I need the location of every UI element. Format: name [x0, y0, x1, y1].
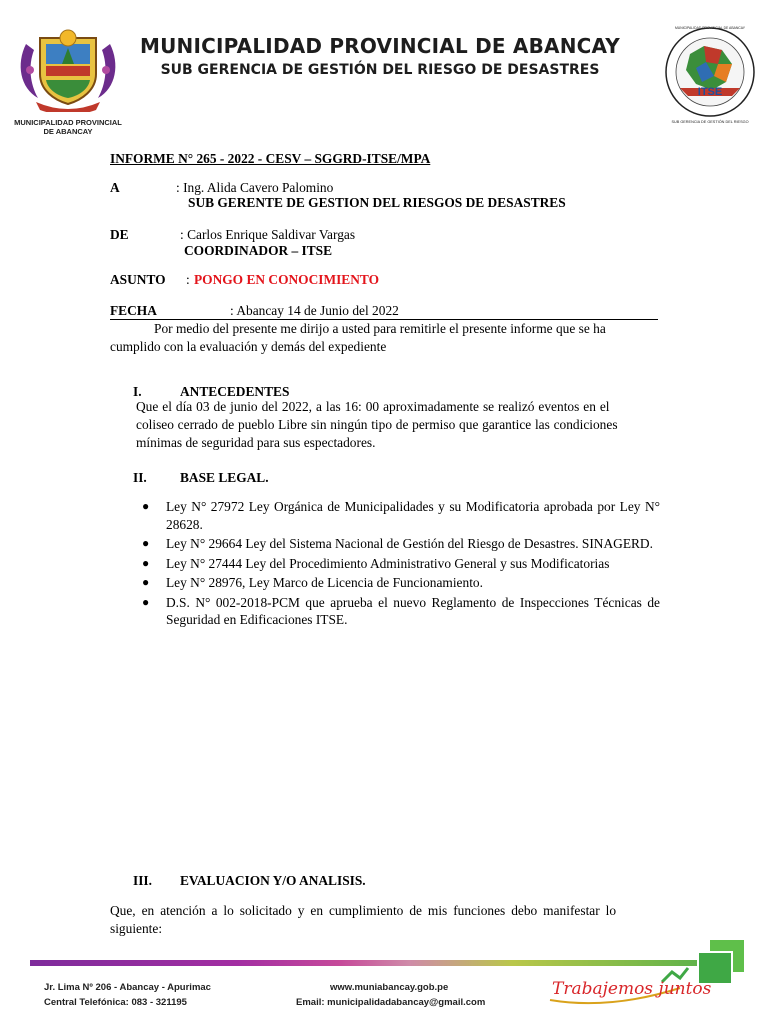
legal-item-text: Ley N° 28976, Ley Marco de Licencia de Funcionamiento. — [166, 575, 483, 590]
itse-logo — [660, 24, 760, 128]
itse-logo-text: ITSE — [697, 86, 723, 98]
to-name: : Ing. Alida Cavero Palomino — [176, 180, 334, 195]
section-3-line-1: Que, en atención a lo solicitado y en cumplimiento de mis funciones debo manifestar lo — [110, 903, 617, 918]
to-title: SUB GERENTE DE GESTION DEL RIESGOS DE DESASTRES — [188, 195, 566, 210]
list-item — [138, 535, 660, 553]
section-1-number: I. — [133, 384, 142, 399]
from-title: COORDINADOR – ITSE — [184, 243, 333, 258]
organization-subtitle: SUB GERENCIA DE GESTIÓN DEL RIESGO DE DESASTRES — [160, 62, 600, 78]
footer-phone: Central Telefónica: 083 - 321195 — [44, 997, 187, 1008]
from-label: DE — [110, 227, 129, 242]
from-name: : Carlos Enrique Saldivar Vargas — [180, 227, 356, 242]
organization-title: MUNICIPALIDAD PROVINCIAL DE ABANCAY — [140, 34, 620, 58]
list-item — [138, 574, 660, 592]
section-2-number: II. — [133, 470, 147, 485]
itse-logo-top-text: MUNICIPALIDAD PROVINCIAL DE ABANCAY — [674, 26, 746, 30]
date-value: : Abancay 14 de Junio del 2022 — [230, 303, 399, 318]
section-1-title: ANTECEDENTES — [180, 384, 290, 399]
section-2-title: BASE LEGAL. — [180, 470, 269, 485]
footer-address: Jr. Lima Nº 206 - Abancay - Apurimac — [44, 982, 211, 993]
legal-item-text: D.S. N° 002-2018-PCM que aprueba el nuevo Reglamento de Inspecciones Técnicas de Seguridad en Edificaciones ITSE. — [166, 594, 660, 627]
section-3-line-2: siguiente: — [110, 921, 163, 936]
bullet-icon: ● — [142, 575, 150, 589]
legal-item-text: Ley N° 27444 Ley del Procedimiento Administrativo General y sus Modificatorias — [166, 555, 610, 571]
crest-caption-line-1: MUNICIPALIDAD PROVINCIAL — [14, 118, 122, 127]
bullet-icon: ● — [142, 536, 150, 550]
itse-logo-bottom-text: SUB GERENCIA DE GESTIÓN DEL RIESGO — [671, 120, 749, 124]
legal-item-text: Ley N° 29664 Ley del Sistema Nacional de Gestión del Riesgo de Desastres. SINAGERD. — [166, 536, 653, 551]
municipal-crest-logo — [16, 24, 120, 112]
intro-line-1: Por medio del presente me dirijo a usted para remitirle el presente informe que se ha — [154, 321, 606, 336]
subject-colon: : — [186, 272, 190, 287]
section-1-line-2: coliseo cerrado de pueblo Libre sin ningún tipo de permiso que garantice las condiciones — [136, 417, 618, 432]
date-label: FECHA — [110, 303, 157, 318]
intro-paragraph — [110, 320, 658, 356]
slogan-graphic — [540, 938, 760, 1010]
subject-value: PONGO EN CONOCIMIENTO — [194, 272, 380, 287]
list-item — [138, 498, 660, 533]
crest-caption — [12, 118, 124, 136]
subject-label: ASUNTO — [110, 272, 166, 287]
bullet-icon: ● — [142, 499, 150, 513]
intro-line-2: cumplido con la evaluación y demás del expediente — [110, 339, 387, 354]
list-item — [138, 555, 660, 573]
section-1-line-3: mínimas de seguridad para sus espectadores. — [136, 435, 376, 450]
footer-email: Email: municipalidadabancay@gmail.com — [296, 997, 486, 1008]
slogan-text: Trabajemos juntos — [552, 979, 712, 999]
section-3-title: EVALUACION Y/O ANALISIS. — [180, 873, 366, 888]
section-1-paragraph — [136, 398, 658, 452]
list-item — [138, 594, 660, 629]
section-3-number: III. — [133, 873, 152, 888]
to-label: A — [110, 180, 120, 195]
crest-caption-line-2: DE ABANCAY — [43, 127, 93, 136]
footer-website: www.muniabancay.gob.pe — [330, 982, 449, 993]
legal-item-text: Ley N° 27972 Ley Orgánica de Municipalidades y su Modificatoria aprobada por Ley N° 28628. — [166, 499, 660, 532]
report-number: INFORME N° 265 - 2022 - CESV – SGGRD-ITSE/MPA — [110, 151, 431, 166]
bullet-icon: ● — [142, 555, 150, 570]
section-1-line-1: Que el día 03 de junio del 2022, a las 16: 00 aproximadamente se realizó eventos en el — [136, 399, 610, 414]
legal-basis-list — [138, 498, 660, 631]
bullet-icon: ● — [142, 594, 150, 609]
section-3-paragraph — [110, 902, 658, 938]
